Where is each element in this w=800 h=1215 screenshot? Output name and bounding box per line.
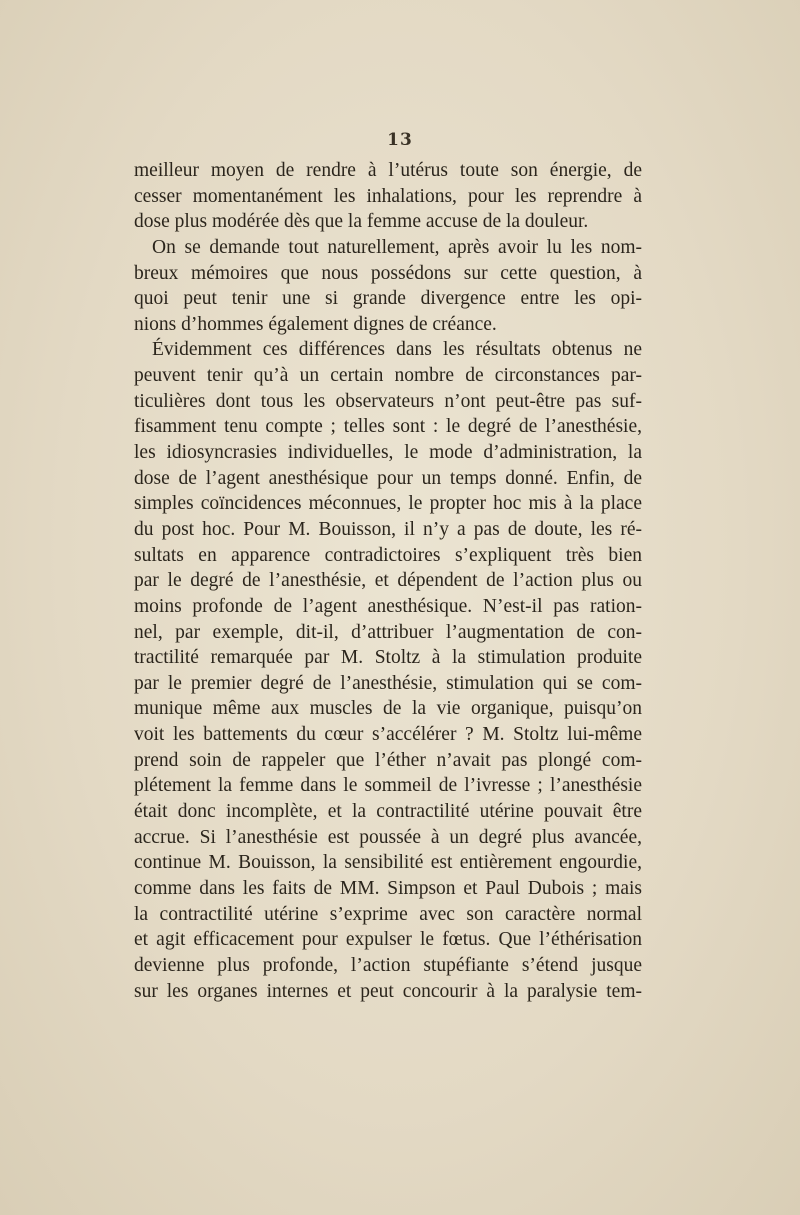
text-line: ticulières dont tous les observateurs n’ont peut-être pas suf- bbox=[134, 390, 642, 412]
text-line: comme dans les faits de MM. Simpson et Paul Dubois ; mais bbox=[134, 877, 642, 899]
text-line: voit les battements du cœur s’accélérer ? M. Stoltz lui-même bbox=[134, 724, 642, 746]
text-line: simples coïncidences méconnues, le propter hoc mis à la place bbox=[134, 493, 642, 515]
page-number: 13 bbox=[387, 130, 413, 150]
text-line: dose plus modérée dès que la femme accuse de la douleur. bbox=[134, 211, 589, 233]
text-line: cesser momentanément les inhalations, pour les reprendre à bbox=[134, 185, 642, 207]
body-text bbox=[134, 158, 642, 1004]
text-line: Évidemment ces différences dans les résultats obtenus ne bbox=[152, 339, 642, 361]
text-line: nions d’hommes également dignes de créance. bbox=[134, 313, 497, 335]
text-line: On se demande tout naturellement, après avoir lu les nom- bbox=[152, 236, 642, 258]
text-line: breux mémoires que nous possédons sur cette question, à bbox=[134, 262, 642, 284]
text-line: peuvent tenir qu’à un certain nombre de circonstances par- bbox=[134, 365, 642, 387]
text-line: par le degré de l’anesthésie, et dépendent de l’action plus ou bbox=[134, 570, 642, 592]
text-line: tractilité remarquée par M. Stoltz à la stimulation produite bbox=[134, 647, 642, 669]
text-line: dose de l’agent anesthésique pour un temps donné. Enfin, de bbox=[134, 467, 642, 489]
text-line: sur les organes internes et peut concourir à la paralysie tem- bbox=[134, 980, 642, 1002]
text-line: plétement la femme dans le sommeil de l’ivresse ; l’anesthésie bbox=[134, 775, 642, 797]
text-line: meilleur moyen de rendre à l’utérus toute son énergie, de bbox=[134, 160, 642, 181]
text-line: moins profonde de l’agent anesthésique. N’est-il pas ration- bbox=[134, 595, 642, 617]
text-line: prend soin de rappeler que l’éther n’avait pas plongé com- bbox=[134, 749, 642, 771]
text-line: munique même aux muscles de la vie organique, puisqu’on bbox=[134, 698, 642, 720]
text-line: fisamment tenu compte ; telles sont : le degré de l’anesthésie, bbox=[134, 416, 642, 438]
text-line: accrue. Si l’anesthésie est poussée à un degré plus avancée, bbox=[134, 826, 642, 848]
text-line: la contractilité utérine s’exprime avec son caractère normal bbox=[134, 903, 642, 925]
text-line: par le premier degré de l’anesthésie, stimulation qui se com- bbox=[134, 672, 642, 694]
text-line: devienne plus profonde, l’action stupéfiante s’étend jusque bbox=[134, 954, 642, 976]
text-line: et agit efficacement pour expulser le fœtus. Que l’éthérisation bbox=[134, 929, 642, 951]
text-line: était donc incomplète, et la contractilité utérine pouvait être bbox=[134, 801, 642, 823]
text-line: quoi peut tenir une si grande divergence entre les opi- bbox=[134, 288, 642, 310]
text-line: sultats en apparence contradictoires s’expliquent très bien bbox=[134, 544, 642, 566]
text-line: les idiosyncrasies individuelles, le mode d’administration, la bbox=[134, 442, 642, 464]
text-line: du post hoc. Pour M. Bouisson, il n’y a pas de doute, les ré- bbox=[134, 518, 642, 540]
text-line: continue M. Bouisson, la sensibilité est entièrement engourdie, bbox=[134, 852, 642, 874]
text-line: nel, par exemple, dit-il, d’attribuer l’augmentation de con- bbox=[134, 621, 642, 643]
